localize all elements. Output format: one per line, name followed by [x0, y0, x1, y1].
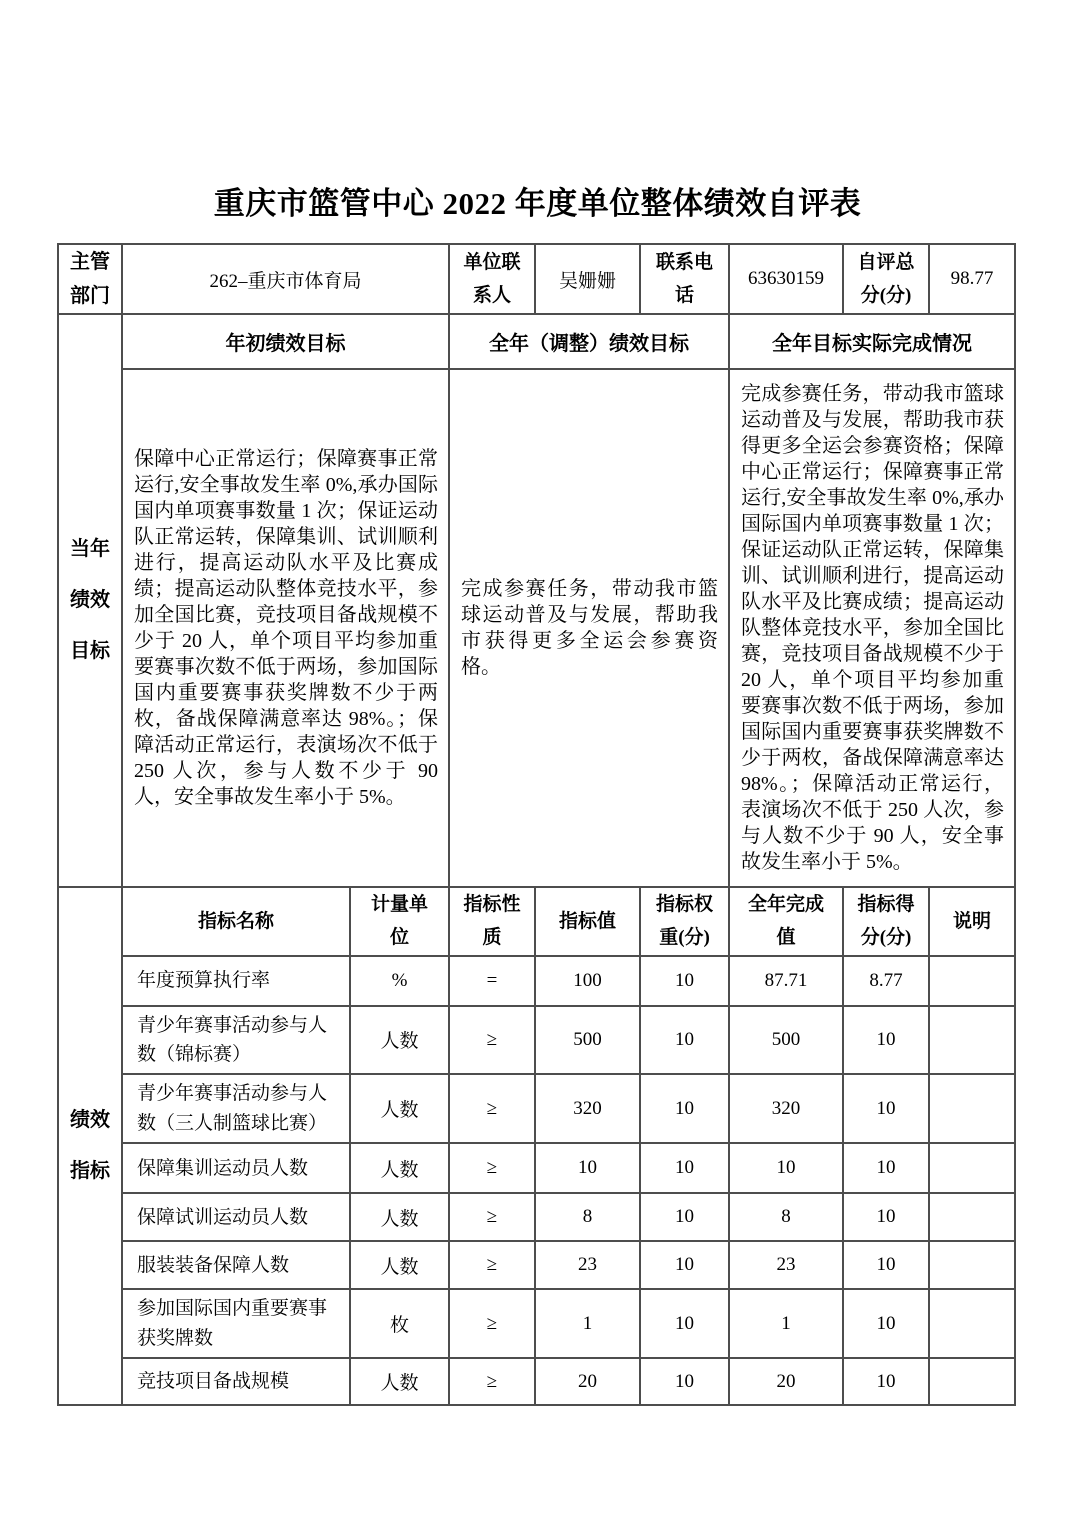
goal-col-header-adjusted: 全年（调整）绩效目标 — [449, 314, 729, 369]
goals-row-label: 当年绩效目标 — [58, 314, 122, 887]
indicator-value-cell: 10 — [640, 1358, 729, 1405]
performance-table-body — [58, 244, 1015, 1405]
indicator-value-cell — [929, 956, 1015, 1006]
indicator-row — [58, 1074, 1015, 1143]
col-header-weight: 指标权重(分) — [640, 887, 729, 956]
indicator-value-cell: 10 — [640, 1143, 729, 1193]
indicator-value-cell: 10 — [640, 1006, 729, 1075]
goal-header-row — [58, 314, 1015, 369]
indicator-value-cell: 10 — [640, 1193, 729, 1241]
indicator-value-cell: 人数 — [350, 1358, 449, 1405]
indicator-value-cell: 人数 — [350, 1074, 449, 1143]
indicator-value-cell: 20 — [535, 1358, 640, 1405]
score-value: 98.77 — [929, 244, 1015, 314]
goal-col-header-initial: 年初绩效目标 — [122, 314, 449, 369]
indicator-row — [58, 956, 1015, 1006]
indicator-value-cell: ≥ — [449, 1006, 535, 1075]
indicator-value-cell: ≥ — [449, 1143, 535, 1193]
indicator-value-cell — [929, 1074, 1015, 1143]
indicator-value-cell: 8.77 — [843, 956, 929, 1006]
indicator-value-cell: 人数 — [350, 1006, 449, 1075]
indicator-value-cell — [929, 1143, 1015, 1193]
phone-value: 63630159 — [729, 244, 843, 314]
indicator-value-cell: 23 — [729, 1241, 843, 1289]
indicator-name-cell: 保障集训运动员人数 — [122, 1143, 350, 1193]
indicator-value-cell: 枚 — [350, 1289, 449, 1358]
goal-text-row — [58, 369, 1015, 887]
indicator-value-cell — [929, 1241, 1015, 1289]
indicators-row-label: 绩效指标 — [58, 887, 122, 1405]
indicator-value-cell: 100 — [535, 956, 640, 1006]
indicator-row — [58, 1241, 1015, 1289]
indicator-value-cell: = — [449, 956, 535, 1006]
indicator-value-cell: 87.71 — [729, 956, 843, 1006]
indicator-value-cell: % — [350, 956, 449, 1006]
indicator-value-cell: ≥ — [449, 1289, 535, 1358]
indicator-value-cell: 10 — [843, 1006, 929, 1075]
indicator-value-cell: 8 — [535, 1193, 640, 1241]
indicator-value-cell: 23 — [535, 1241, 640, 1289]
indicator-value-cell — [929, 1006, 1015, 1075]
indicator-value-cell: ≥ — [449, 1193, 535, 1241]
indicator-value-cell: 320 — [729, 1074, 843, 1143]
page-title: 重庆市篮管中心 2022 年度单位整体绩效自评表 — [213, 186, 862, 221]
indicator-value-cell: ≥ — [449, 1241, 535, 1289]
indicator-value-cell: 人数 — [350, 1241, 449, 1289]
indicator-value-cell: ≥ — [449, 1358, 535, 1405]
indicator-name-cell: 青少年赛事活动参与人数（锦标赛） — [122, 1006, 350, 1075]
indicator-value-cell — [929, 1358, 1015, 1405]
contact-label: 单位联系人 — [449, 244, 535, 314]
phone-label: 联系电话 — [640, 244, 729, 314]
indicator-row — [58, 1193, 1015, 1241]
goal-text-adjusted: 完成参赛任务，带动我市篮球运动普及与发展，帮助我市获得更多全运会参赛资格。 — [449, 369, 729, 887]
goal-col-header-actual: 全年目标实际完成情况 — [729, 314, 1015, 369]
indicator-value-cell: 10 — [535, 1143, 640, 1193]
col-header-unit: 计量单位 — [350, 887, 449, 956]
indicator-value-cell: 8 — [729, 1193, 843, 1241]
indicator-name-cell: 保障试训运动员人数 — [122, 1193, 350, 1241]
indicator-name-cell: 参加国际国内重要赛事获奖牌数 — [122, 1289, 350, 1358]
indicator-value-cell: 10 — [843, 1289, 929, 1358]
performance-table — [57, 243, 1016, 1406]
indicator-value-cell: 10 — [640, 1241, 729, 1289]
indicator-value-cell — [929, 1289, 1015, 1358]
indicator-row — [58, 1289, 1015, 1358]
dept-value: 262–重庆市体育局 — [122, 244, 449, 314]
indicator-value-cell: 10 — [729, 1143, 843, 1193]
indicator-row — [58, 1358, 1015, 1405]
col-header-remarks: 说明 — [929, 887, 1015, 956]
indicator-value-cell: 10 — [843, 1241, 929, 1289]
goal-text-initial: 保障中心正常运行；保障赛事正常运行,安全事故发生率 0%,承办国际国内单项赛事数量 1 次；保证运动队正常运转，保障集训、试训顺利进行，提高运动队水平及比赛成绩；提高运动队整体竞技水平，参加全国比赛，竞技项目备战规模不少于 20 人，单个项目平均参加重要赛事次数不低于两场，参加国际国内重要赛事获奖牌数不少于两枚，备战保障满意率达 98%。；保障活动正常运行，表演场次不低于 250 人次，参与人数不少于 90 人，安全事故发生率小于 5%。 — [122, 369, 449, 887]
indicator-value-cell: 500 — [535, 1006, 640, 1075]
col-header-target-value: 指标值 — [535, 887, 640, 956]
indicator-row — [58, 1006, 1015, 1075]
indicator-value-cell: 320 — [535, 1074, 640, 1143]
indicator-value-cell: 10 — [843, 1074, 929, 1143]
contact-value: 吴姗姗 — [535, 244, 640, 314]
indicator-value-cell — [929, 1193, 1015, 1241]
col-header-property: 指标性质 — [449, 887, 535, 956]
indicator-name-cell: 青少年赛事活动参与人数（三人制篮球比赛） — [122, 1074, 350, 1143]
indicator-value-cell: 10 — [843, 1193, 929, 1241]
indicator-name-cell: 年度预算执行率 — [122, 956, 350, 1006]
indicator-value-cell: 20 — [729, 1358, 843, 1405]
dept-label: 主管部门 — [58, 244, 122, 314]
col-header-completed-value: 全年完成值 — [729, 887, 843, 956]
indicator-value-cell: 10 — [640, 1074, 729, 1143]
info-row — [58, 244, 1015, 314]
indicator-value-cell: 人数 — [350, 1143, 449, 1193]
indicator-value-cell: ≥ — [449, 1074, 535, 1143]
indicator-value-cell: 500 — [729, 1006, 843, 1075]
indicator-value-cell: 10 — [843, 1143, 929, 1193]
indicator-value-cell: 1 — [729, 1289, 843, 1358]
col-header-score: 指标得分(分) — [843, 887, 929, 956]
score-label: 自评总分(分) — [843, 244, 929, 314]
indicator-value-cell: 人数 — [350, 1193, 449, 1241]
indicator-value-cell: 10 — [843, 1358, 929, 1405]
indicator-value-cell: 1 — [535, 1289, 640, 1358]
indicator-header-row — [58, 887, 1015, 956]
indicator-value-cell: 10 — [640, 1289, 729, 1358]
col-header-indicator-name: 指标名称 — [122, 887, 350, 956]
indicator-name-cell: 竞技项目备战规模 — [122, 1358, 350, 1405]
indicator-name-cell: 服装装备保障人数 — [122, 1241, 350, 1289]
indicator-value-cell: 10 — [640, 956, 729, 1006]
goal-text-actual: 完成参赛任务，带动我市篮球运动普及与发展，帮助我市获得更多全运会参赛资格；保障中心正常运行；保障赛事正常运行,安全事故发生率 0%,承办国际国内单项赛事数量 1 次；保证运动队正常运转，保障集训、试训顺利进行，提高运动队水平及比赛成绩；提高运动队整体竞技水平，参加全国比赛，竞技项目备战规模不少于 20 人，单个项目平均参加重要赛事次数不低于两场，参加国际国内重要赛事获奖牌数不少于两枚，备战保障满意率达 98%。；保障活动正常运行，表演场次不低于 250 人次，参与人数不少于 90 人，安全事故发生率小于 5%。 — [729, 369, 1015, 887]
indicator-row — [58, 1143, 1015, 1193]
